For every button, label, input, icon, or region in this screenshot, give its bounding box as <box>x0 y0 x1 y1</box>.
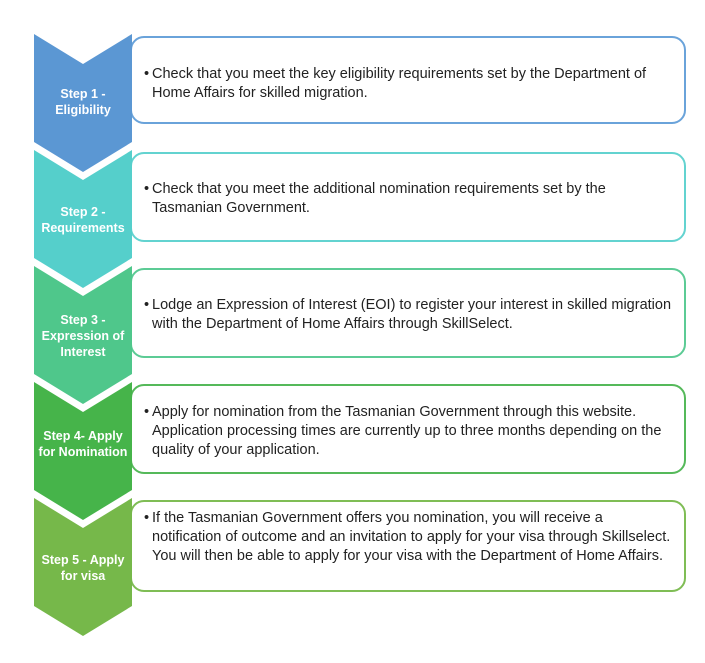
step-4-description: Apply for nomination from the Tasmanian Government through this website. Application processing times are currently up to three months depending on the quality of your application. <box>152 404 662 458</box>
step-5-description-box <box>130 500 686 592</box>
step-2-description: Check that you meet the additional nomination requirements set by the Tasmanian Government. <box>152 181 606 216</box>
step-1-label: Step 1 - Eligibility <box>55 87 111 117</box>
step-4-description-box <box>130 384 686 474</box>
step-5-label: Step 5 - Apply for visa <box>41 553 125 583</box>
bullet-icon: • <box>144 181 150 197</box>
step-5-chevron <box>34 498 132 636</box>
step-1-description-box <box>130 36 686 124</box>
step-3-description: Lodge an Expression of Interest (EOI) to register your interest in skilled migration with the Department of Home Affairs through SkillSelect. <box>152 297 672 332</box>
step-1-description: Check that you meet the key eligibility requirements set by the Department of Home Affairs for skilled migration. <box>152 66 647 101</box>
bullet-icon: • <box>144 297 150 313</box>
bullet-icon: • <box>144 66 150 82</box>
step-2-label: Step 2 - Requirements <box>41 205 125 235</box>
step-3-label: Step 3 - Expression of Interest <box>41 313 125 359</box>
step-5-description: If the Tasmanian Government offers you nomination, you will receive a notification of outcome and an invitation to apply for your visa through Skillselect. You will then be able to apply for your visa with the Department of Home Affairs. <box>152 510 671 564</box>
step-2-description-box <box>130 152 686 242</box>
bullet-icon: • <box>144 404 150 420</box>
step-3-description-box <box>130 268 686 358</box>
step-4-label: Step 4- Apply for Nomination <box>38 429 128 459</box>
bullet-icon: • <box>144 510 150 526</box>
